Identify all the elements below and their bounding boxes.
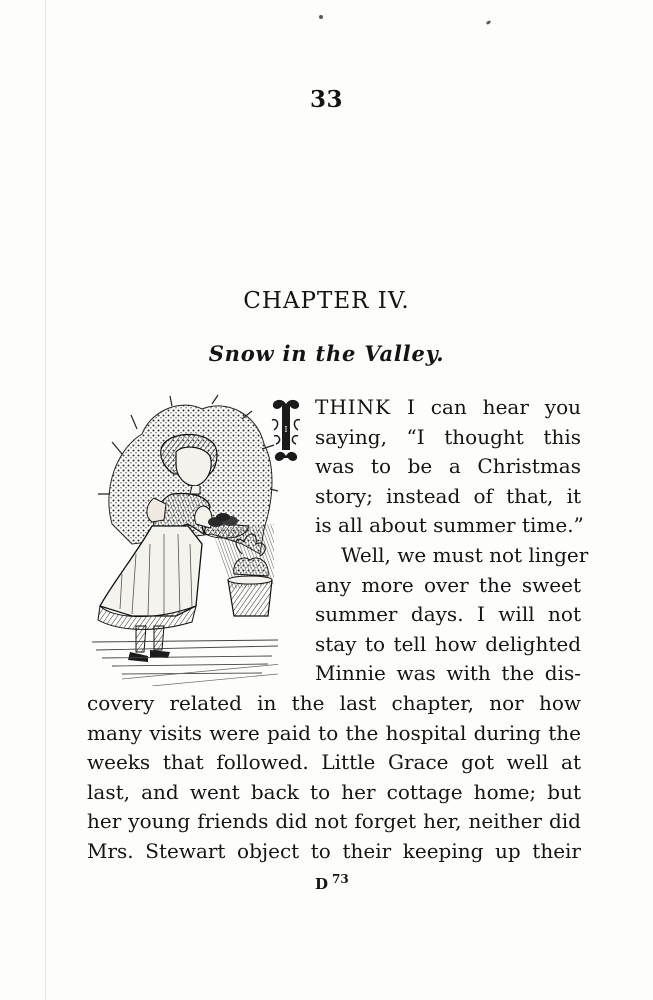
signature-letter: D [315,875,329,893]
text-line: is all about summer time.” [315,513,584,538]
page-number: 33 [309,86,343,113]
dropcap-letter: I [284,425,288,434]
text-line: stay to tell how delighted [315,631,581,656]
text-line: covery related in the last chapter, nor how [87,691,581,715]
binding-edge [45,0,46,1000]
lead-in-word: THINK [315,395,392,419]
ink-speck [486,20,492,25]
text-line: Mrs. Stewart object to their keeping up their [87,838,581,863]
text-line: summer days. I will not [315,602,581,627]
ground-lines [92,640,278,686]
text-line: her young friends did not forget her, neither did [87,809,581,834]
text-column-wide [87,689,581,867]
ink-speck [319,15,323,19]
text-line: was to be a Christmas [315,454,581,479]
text-line: THINK I can hear you [315,395,581,419]
signature-number: 73 [332,872,349,886]
chapter-title: Snow in the Valley. [208,341,445,366]
signature-mark [315,872,349,893]
ornamental-dropcap [268,396,304,464]
text-line: saying, “I thought this [315,424,581,449]
text-line: last, and went back to her cottage home; but [87,779,581,804]
text-line: many visits were paid to the hospital during the [87,720,581,745]
girl-engraving-illustration [92,394,278,686]
text-line: story; instead of that, it [315,483,581,508]
text-line: Well, we must not linger [341,542,589,567]
text-line: weeks that followed. Little Grace got well at [87,750,581,775]
text-line: Minnie was with the dis- [315,661,581,686]
text-line: any more over the sweet [315,572,581,597]
text-column-narrow [315,393,589,689]
chapter-heading: CHAPTER IV. [243,288,410,314]
